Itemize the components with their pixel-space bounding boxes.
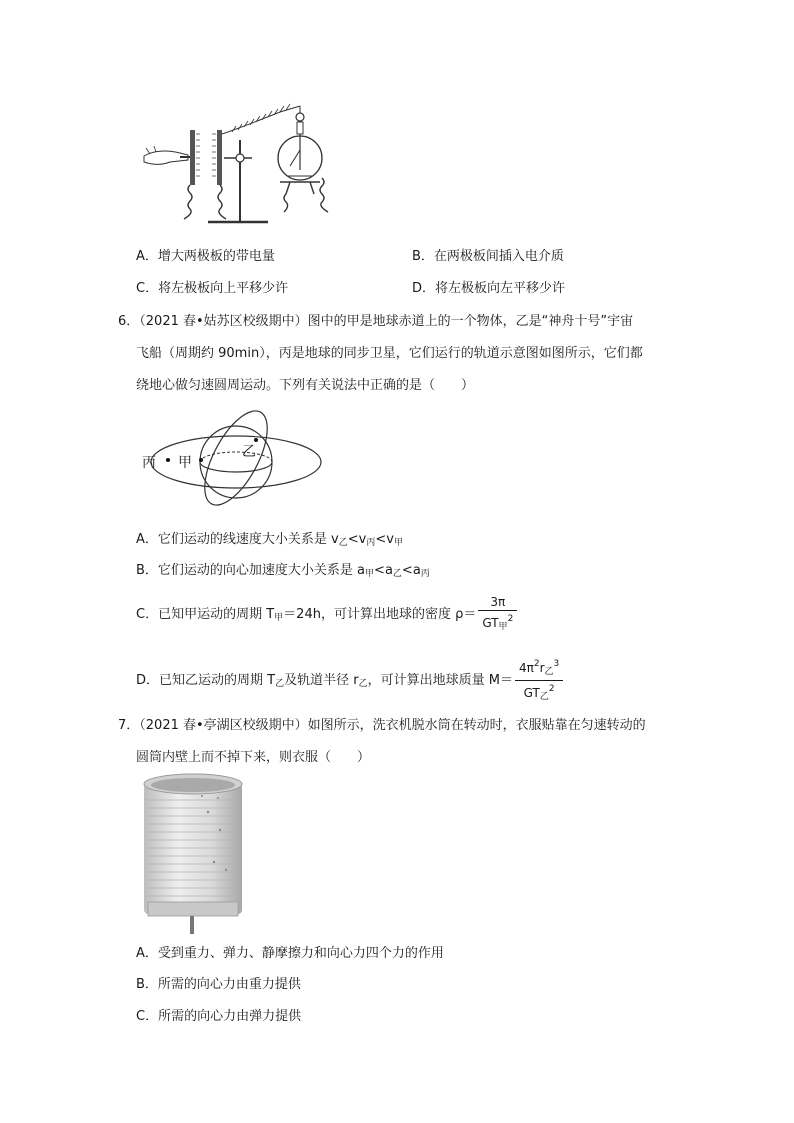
q6-option-b[interactable]: B．它们运动的向心加速度大小关系是 $a_甲<a_乙<a_丙$ <box>136 563 430 579</box>
q6-option-c[interactable]: C．已知甲运动的周期 $T_甲=24h$，可计算出地球的密度 ρ＝ $\frac{3\pi}{GT_甲^2}$ <box>136 594 517 636</box>
q6-stem-line-1: 6．（2021 春•姑苏区校级期中）图中的甲是地球赤道上的一个物体，乙是“神舟十号”宇宙 <box>118 314 634 329</box>
q6-stem-line-3: 绕地心做匀速圆周运动。下列有关说法中正确的是（ ） <box>136 378 475 393</box>
q6-stem-line-2: 飞船（周期约 90min），丙是地球的同步卫星，它们运行的轨道示意图如图所示，它们都 <box>136 346 643 361</box>
orbit-label-yi: 乙 <box>242 444 256 460</box>
washing-machine-drum-figure <box>138 770 248 940</box>
q7-option-a[interactable]: A．受到重力、弹力、静摩擦力和向心力四个力的作用 <box>136 946 444 961</box>
capacitor-electroscope-figure <box>140 100 360 230</box>
q7-stem-line-1: 7．（2021 春•亭湖区校级期中）如图所示，洗衣机脱水筒在转动时，衣服贴靠在匀速转动的 <box>118 718 646 733</box>
orbit-label-bing: 丙 <box>142 455 156 471</box>
density-fraction: $\frac{3\pi}{GT_甲^2}$ <box>478 594 517 635</box>
q5-option-d[interactable]: D．将左极板向左平移少许 <box>412 281 566 296</box>
q5-option-c[interactable]: C．将左极板向上平移少许 <box>136 281 289 296</box>
q6-option-d[interactable]: D．已知乙运动的周期 $T_乙$及轨道半径 $r_乙$，可计算出地球质量 M＝ $\frac{4\pi^2r_乙^3}{GT_乙^2}$ <box>136 656 563 705</box>
orbit-diagram <box>136 400 336 515</box>
mass-fraction: $\frac{4\pi^2r_乙^3}{GT_乙^2}$ <box>515 656 563 705</box>
q5-option-a[interactable]: A．增大两极板的带电量 <box>136 249 275 264</box>
q6-option-a[interactable]: A．它们运动的线速度大小关系是 $v_乙<v_丙<v_甲$ <box>136 532 403 548</box>
q7-option-b[interactable]: B．所需的向心力由重力提供 <box>136 977 301 992</box>
q7-stem-line-2: 圆筒内壁上而不掉下来，则衣服（ ） <box>136 750 371 765</box>
q5-option-b[interactable]: B．在两极板间插入电介质 <box>412 249 564 264</box>
orbit-label-jia: 甲 <box>178 455 192 471</box>
q7-option-c[interactable]: C．所需的向心力由弹力提供 <box>136 1009 302 1024</box>
